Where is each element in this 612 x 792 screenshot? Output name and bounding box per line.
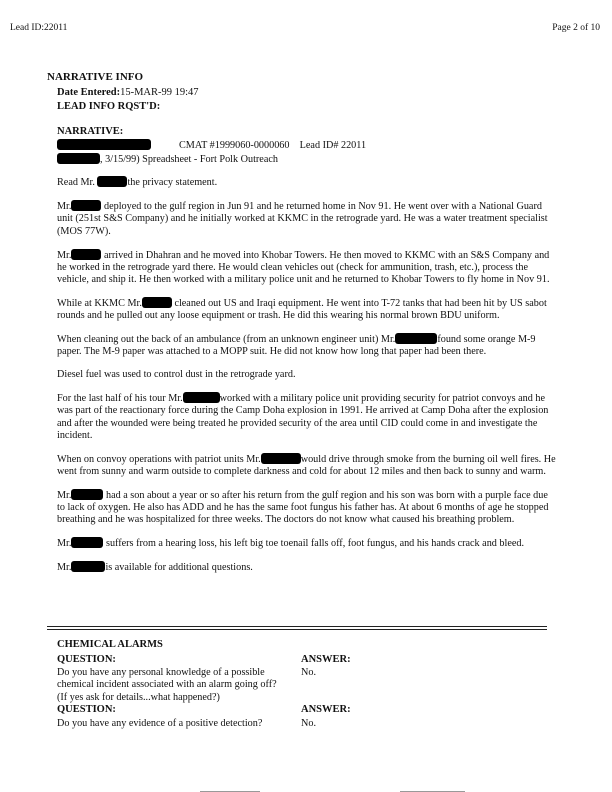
redaction-bar xyxy=(71,489,103,500)
answer-text: No. xyxy=(301,718,316,729)
text: Mr. xyxy=(57,201,72,213)
text: When on convoy operations with patriot units Mr. xyxy=(57,453,261,465)
text: cleaned out US and Iraqi equipment. He went into T-72 tanks that had been hit by US sabot rounds and he pulled out any loose equipment or trash. He did this wearing his normal brown BDU uniform. xyxy=(57,297,547,322)
redaction-bar xyxy=(71,200,101,211)
text: While at KKMC Mr. xyxy=(57,297,142,309)
lead-info-rqstd xyxy=(57,101,160,112)
narrative-paragraph xyxy=(57,176,557,189)
page-number: Page 2 of 10 xyxy=(552,23,600,33)
redaction-bar xyxy=(71,249,101,260)
text: Mr. xyxy=(57,489,72,501)
redaction-bar xyxy=(395,333,437,344)
redaction-bar xyxy=(261,453,301,464)
redaction-bar xyxy=(142,297,172,308)
text: Read Mr. xyxy=(57,177,95,189)
text: Mr. xyxy=(57,561,72,573)
narrative-paragraph xyxy=(57,297,557,323)
narrative-paragraph xyxy=(57,333,557,359)
text: deployed to the gulf region in Jun 91 and he returned home in Nov 91. He went over with a National Guard unit (251st S&S Company) and he initially worked at KKMC in the retrograde yard. He was a water treatment specialist (MOS 77W). xyxy=(57,201,548,237)
text: is available for additional questions. xyxy=(105,561,253,573)
lead-number: Lead ID# 22011 xyxy=(299,140,367,152)
text: Mr. xyxy=(57,249,72,261)
text: suffers from a hearing loss, his left big toe toenail falls off, foot fungus, and his hands crack and bleed. xyxy=(105,538,525,550)
question-text: Do you have any personal knowledge of a possible chemical incident associated with an alarm going off? (If yes ask for details...what happened?) xyxy=(57,667,277,703)
redaction-bar xyxy=(183,392,220,403)
text: found some orange M-9 paper. The M-9 paper was attached to a MOPP suit. He did not know how long that paper had been there. xyxy=(57,334,536,358)
text: worked with a military police unit providing security for patriot convoys and he was part of the reactionary force during the Camp Doha explosion in 1991. He arrived at Camp Doha after the explosion and after the wounded were being treated he provided security of the area until CID could come in and investigate the incident. xyxy=(57,392,549,441)
narrative-paragraph xyxy=(57,489,557,527)
redaction-bar xyxy=(97,176,127,187)
redaction-bar xyxy=(57,139,151,150)
narrative-paragraph xyxy=(57,561,557,574)
narrative-label: NARRATIVE: xyxy=(57,126,124,137)
answer-label: ANSWER: xyxy=(301,704,351,715)
narrative-paragraph xyxy=(57,453,557,479)
text: the privacy statement. xyxy=(127,177,218,189)
redaction-bar xyxy=(71,537,103,548)
text: would drive through smoke from the burning oil well fires. He went from sunny and warm outside to complete darkness and cold for about 12 miles and then back to sunny and warm. xyxy=(57,453,556,477)
chemical-alarms-title: CHEMICAL ALARMS xyxy=(57,639,163,650)
narrative-info-title: NARRATIVE INFO xyxy=(47,71,144,83)
lead-info-rqstd-label: LEAD INFO RQST'D: xyxy=(57,101,161,112)
narrative-paragraph: Diesel fuel was used to control dust in the retrograde yard. xyxy=(57,369,296,381)
narrative-paragraph xyxy=(57,200,557,238)
redaction-bar xyxy=(71,561,105,572)
date-entered xyxy=(57,87,199,98)
question-label: QUESTION: xyxy=(57,654,116,665)
question-label: QUESTION: xyxy=(57,704,116,715)
text: For the last half of his tour Mr. xyxy=(57,392,183,404)
redaction-bar xyxy=(57,153,100,164)
text: Mr. xyxy=(57,538,72,550)
cmat-number: CMAT #1999060-0000060 xyxy=(179,140,290,152)
answer-text: No. xyxy=(301,667,316,678)
section-divider xyxy=(47,629,547,630)
narrative-paragraph xyxy=(57,249,557,287)
narrative-paragraph xyxy=(57,392,557,442)
section-divider xyxy=(47,626,547,627)
spreadsheet-line xyxy=(57,153,557,166)
narrative-ref-line xyxy=(57,139,557,152)
lead-id-header: Lead ID:22011 xyxy=(10,23,68,33)
answer-label: ANSWER: xyxy=(301,654,351,665)
text: When cleaning out the back of an ambulance (from an unknown engineer unit) Mr. xyxy=(57,334,396,346)
narrative-paragraph xyxy=(57,537,557,550)
text: arrived in Dhahran and he moved into Khobar Towers. He then moved to KKMC with an S&S Company and he worked in the retrograde yard there. He would clean vehicles out (check for ammunition, trash, etc.), process the vehicle, and ship it. He then worked with a military police unit and he returned to Khobar Towers to fly home in Nov 91. xyxy=(57,249,550,286)
text: had a son about a year or so after his return from the gulf region and his son was born with a purple face due to lack of oxygen. He also has ADD and he has the same foot fungus his father has. At about 6 months of age he stopped breathing and he was hospitalized for three weeks. The doctors do not know what caused his breathing problem. xyxy=(57,489,549,526)
narrative-body xyxy=(57,126,557,585)
date-entered-value: 15-MAR-99 19:47 xyxy=(120,87,199,98)
question-text: Do you have any evidence of a positive detection? xyxy=(57,718,263,729)
spreadsheet-text: , 3/15/99) Spreadsheet - Fort Polk Outreach xyxy=(100,153,278,165)
date-entered-label: Date Entered: xyxy=(57,87,121,98)
